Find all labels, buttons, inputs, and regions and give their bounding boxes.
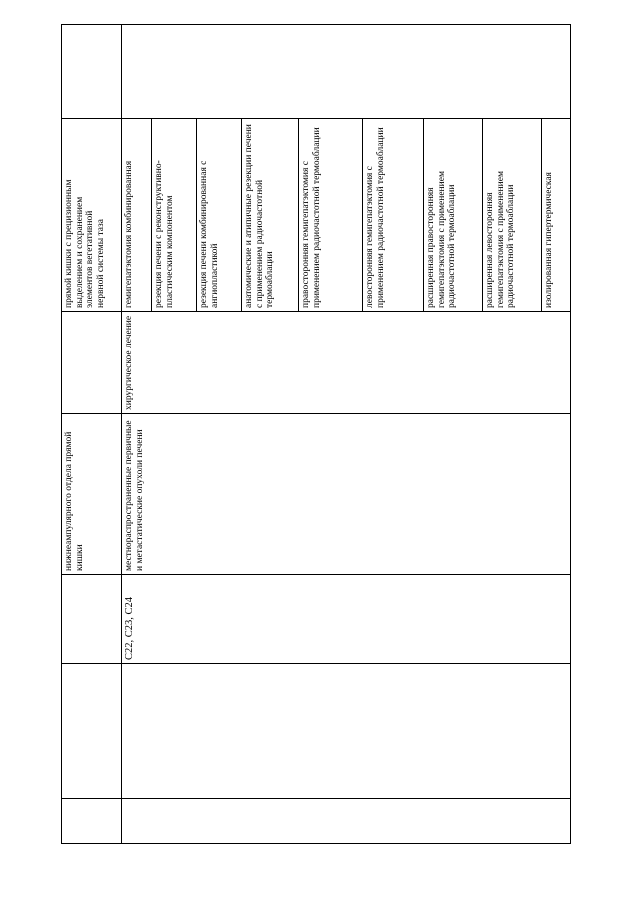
method-line: нервной системы таза bbox=[95, 219, 106, 308]
method-entry: правосторонняя гемигепатэктомия с применением радиочастотной термоаблации bbox=[301, 127, 322, 308]
top-row-method bbox=[62, 119, 120, 311]
icd-codes: C22, C23, C24 bbox=[124, 596, 135, 660]
method-entry: резекция печени комбинированная с ангиопластикой bbox=[199, 160, 220, 308]
method-line: прямой кишки с прецизионным bbox=[64, 179, 74, 308]
method-line: элементов вегетативной bbox=[85, 210, 95, 308]
method-entry: изолированная гипертермическая bbox=[544, 172, 554, 308]
outer-right-border bbox=[570, 24, 571, 844]
outer-bottom-border bbox=[61, 843, 571, 844]
method-entry: анатомические и атипичные резекции печени с применением радиочастотной термоаблации bbox=[244, 124, 275, 308]
method-entry: расширенная правосторонняя гемигепатэктомия с применением радиочастотной термоаблации bbox=[426, 171, 457, 308]
col-sep-6 bbox=[61, 798, 571, 799]
diagnosis-text: местнораспространенные первичные и метастатические опухоли печени bbox=[124, 420, 145, 571]
treatment-type-cell bbox=[122, 312, 162, 413]
treatment-type-text: хирургическое лечение bbox=[124, 315, 134, 410]
outer-top-border bbox=[61, 24, 571, 25]
diagnosis-cell bbox=[122, 414, 192, 574]
top-row-stage-text bbox=[62, 414, 120, 574]
icd-codes-cell bbox=[122, 575, 152, 663]
method-line: выделением и сохранением bbox=[74, 196, 85, 308]
method-entry: гемигепатэктомия комбинированная bbox=[124, 160, 134, 308]
method-entry: расширенная левосторонняя гемигепатэктомия с применением радиочастотной термоаблации bbox=[485, 171, 516, 308]
method-entry: резекция печени с реконструктивно-пластическим компонентом bbox=[154, 160, 175, 308]
col-sep-5 bbox=[61, 663, 571, 664]
method-entry: левосторонняя гемигепатэктомия с применением радиочастотной термоаблации bbox=[365, 127, 386, 308]
stage-text: нижнеампулярного отдела прямой кишки bbox=[64, 431, 85, 571]
